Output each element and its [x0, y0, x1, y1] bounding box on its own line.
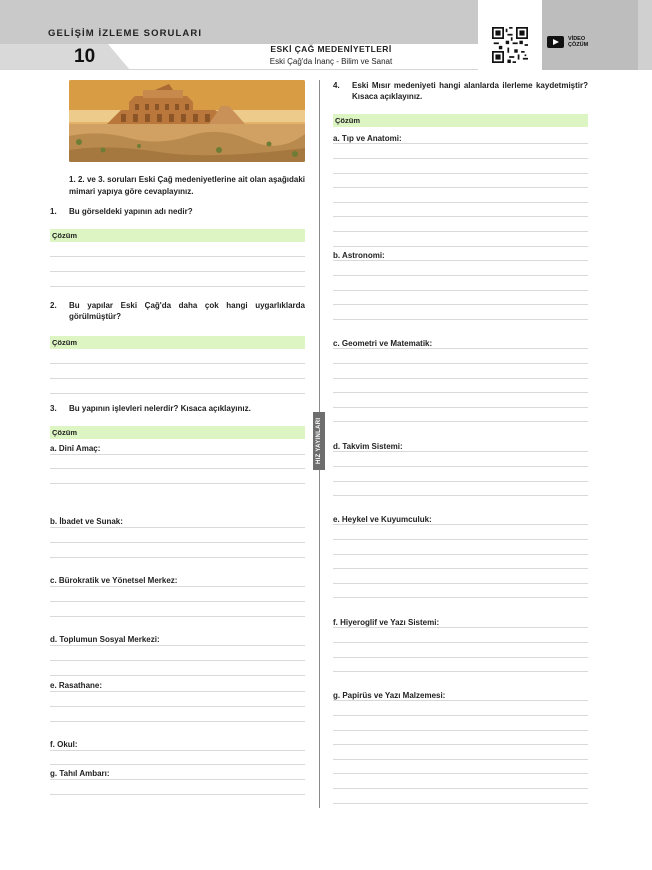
answer-line[interactable] — [333, 597, 588, 598]
answer-line[interactable] — [333, 421, 588, 422]
item-label: f. Okul: — [50, 740, 78, 749]
item-label: d. Toplumun Sosyal Merkezi: — [50, 635, 160, 644]
answer-line[interactable] — [333, 803, 588, 804]
answer-line[interactable] — [50, 691, 305, 692]
unit-title: ESKİ ÇAĞ MEDENİYETLERİ — [270, 44, 392, 54]
answer-line[interactable] — [333, 773, 588, 774]
question-text: Bu görseldeki yapının adı nedir? — [69, 207, 193, 216]
page-header — [0, 0, 652, 70]
answer-line[interactable] — [333, 363, 588, 364]
video-solution-link[interactable] — [547, 36, 588, 48]
item-label: c. Bürokratik ve Yönetsel Merkez: — [50, 576, 178, 585]
question-4 — [333, 80, 588, 104]
question-text: Bu yapının işlevleri nelerdir? Kısaca açıklayınız. — [69, 404, 251, 413]
answer-line[interactable] — [333, 187, 588, 188]
header-rule — [0, 69, 478, 70]
answer-line[interactable] — [333, 568, 588, 569]
answer-line[interactable] — [333, 788, 588, 789]
answer-line[interactable] — [333, 290, 588, 291]
question-text: Bu yapılar Eski Çağ'da daha çok hangi uygarlıklarda görülmüştür? — [69, 301, 305, 321]
answer-line[interactable] — [333, 275, 588, 276]
answer-line[interactable] — [333, 759, 588, 760]
item-label: a. Tıp ve Anatomi: — [333, 134, 402, 143]
answer-line[interactable] — [333, 451, 588, 452]
answer-line[interactable] — [333, 319, 588, 320]
answer-line[interactable] — [333, 378, 588, 379]
answer-line[interactable] — [50, 764, 305, 765]
answer-line[interactable] — [50, 586, 305, 587]
answer-line[interactable] — [50, 468, 305, 469]
answer-line[interactable] — [50, 645, 305, 646]
answer-line[interactable] — [333, 481, 588, 482]
ziggurat-photo — [69, 80, 305, 162]
answer-line[interactable] — [333, 304, 588, 305]
question-2 — [50, 300, 305, 324]
answer-line[interactable] — [50, 378, 305, 379]
item-label: b. Astronomi: — [333, 251, 385, 260]
answer-line[interactable] — [50, 675, 305, 676]
answer-line[interactable] — [333, 583, 588, 584]
answer-line[interactable] — [333, 246, 588, 247]
answer-line[interactable] — [333, 173, 588, 174]
answer-line[interactable] — [333, 730, 588, 731]
item-label: g. Papirüs ve Yazı Malzemesi: — [333, 691, 446, 700]
answer-line[interactable] — [50, 557, 305, 558]
answer-line[interactable] — [50, 779, 305, 780]
answer-line[interactable] — [50, 706, 305, 707]
item-label: g. Tahıl Ambarı: — [50, 769, 110, 778]
question-number: 4. — [333, 81, 340, 90]
question-text: Eski Mısır medeniyeti hangi alanlarda ilerleme kaydetmiştir? Kısaca açıklayınız. — [352, 81, 588, 101]
answer-line[interactable] — [50, 393, 305, 394]
item-label: d. Takvim Sistemi: — [333, 442, 403, 451]
answer-line[interactable] — [50, 721, 305, 722]
answer-line[interactable] — [333, 495, 588, 496]
intro-text: 1. 2. ve 3. soruları Eski Çağ medeniyetlerine ait olan aşağıdaki mimari yapıya göre cevaplayınız. — [69, 175, 305, 196]
answer-line[interactable] — [333, 407, 588, 408]
answer-line[interactable] — [333, 466, 588, 467]
solution-bar: Çözüm — [50, 229, 305, 242]
item-label: f. Hiyeroglif ve Yazı Sistemi: — [333, 618, 440, 627]
qr-code-icon[interactable] — [492, 27, 528, 63]
publisher-side-label: HIZ YAYINLARI — [313, 412, 325, 470]
item-label: e. Heykel ve Kuyumculuk: — [333, 515, 432, 524]
answer-line[interactable] — [50, 483, 305, 484]
answer-line[interactable] — [333, 671, 588, 672]
question-3 — [50, 403, 305, 415]
answer-line[interactable] — [333, 627, 588, 628]
answer-line[interactable] — [50, 271, 305, 272]
answer-line[interactable] — [50, 542, 305, 543]
answer-line[interactable] — [50, 750, 305, 751]
question-number: 1. — [50, 207, 57, 216]
series-label: GELİŞİM İZLEME SORULARI — [48, 28, 203, 39]
answer-line[interactable] — [50, 256, 305, 257]
answer-line[interactable] — [333, 392, 588, 393]
item-label: a. Dinî Amaç: — [50, 444, 101, 453]
answer-line[interactable] — [50, 363, 305, 364]
answer-line[interactable] — [333, 524, 588, 525]
play-icon — [547, 36, 564, 48]
answer-line[interactable] — [333, 202, 588, 203]
answer-line[interactable] — [50, 616, 305, 617]
answer-line[interactable] — [50, 601, 305, 602]
answer-line[interactable] — [333, 143, 588, 144]
answer-line[interactable] — [333, 158, 588, 159]
question-number: 3. — [50, 404, 57, 413]
answer-line[interactable] — [333, 657, 588, 658]
answer-line[interactable] — [50, 527, 305, 528]
question-number: 2. — [50, 301, 57, 310]
video-label: VİDEO — [568, 36, 586, 42]
solution-bar: Çözüm — [333, 114, 588, 127]
answer-line[interactable] — [333, 539, 588, 540]
answer-line[interactable] — [333, 700, 588, 701]
answer-line[interactable] — [333, 642, 588, 643]
header-edge — [638, 0, 652, 70]
answer-line[interactable] — [333, 348, 588, 349]
answer-line[interactable] — [333, 260, 588, 261]
answer-line[interactable] — [50, 286, 305, 287]
item-label: e. Rasathane: — [50, 681, 103, 690]
answer-line[interactable] — [50, 660, 305, 661]
item-label: b. İbadet ve Sunak: — [50, 517, 123, 526]
answer-line[interactable] — [333, 715, 588, 716]
answer-line[interactable] — [333, 554, 588, 555]
answer-line[interactable] — [333, 744, 588, 745]
solution-bar: Çözüm — [50, 426, 305, 439]
unit-subtitle: Eski Çağ'da İnanç - Bilim ve Sanat — [269, 57, 393, 66]
answer-line[interactable] — [50, 794, 305, 795]
answer-line[interactable] — [333, 216, 588, 217]
solution-label: ÇÖZÜM — [568, 42, 589, 48]
video-box — [542, 0, 638, 70]
answer-line[interactable] — [50, 454, 305, 455]
answer-line[interactable] — [333, 231, 588, 232]
grade-number: 10 — [74, 46, 96, 67]
item-label: c. Geometri ve Matematik: — [333, 339, 433, 348]
grade-tab — [0, 44, 130, 70]
solution-bar: Çözüm — [50, 336, 305, 349]
question-1 — [50, 206, 305, 218]
